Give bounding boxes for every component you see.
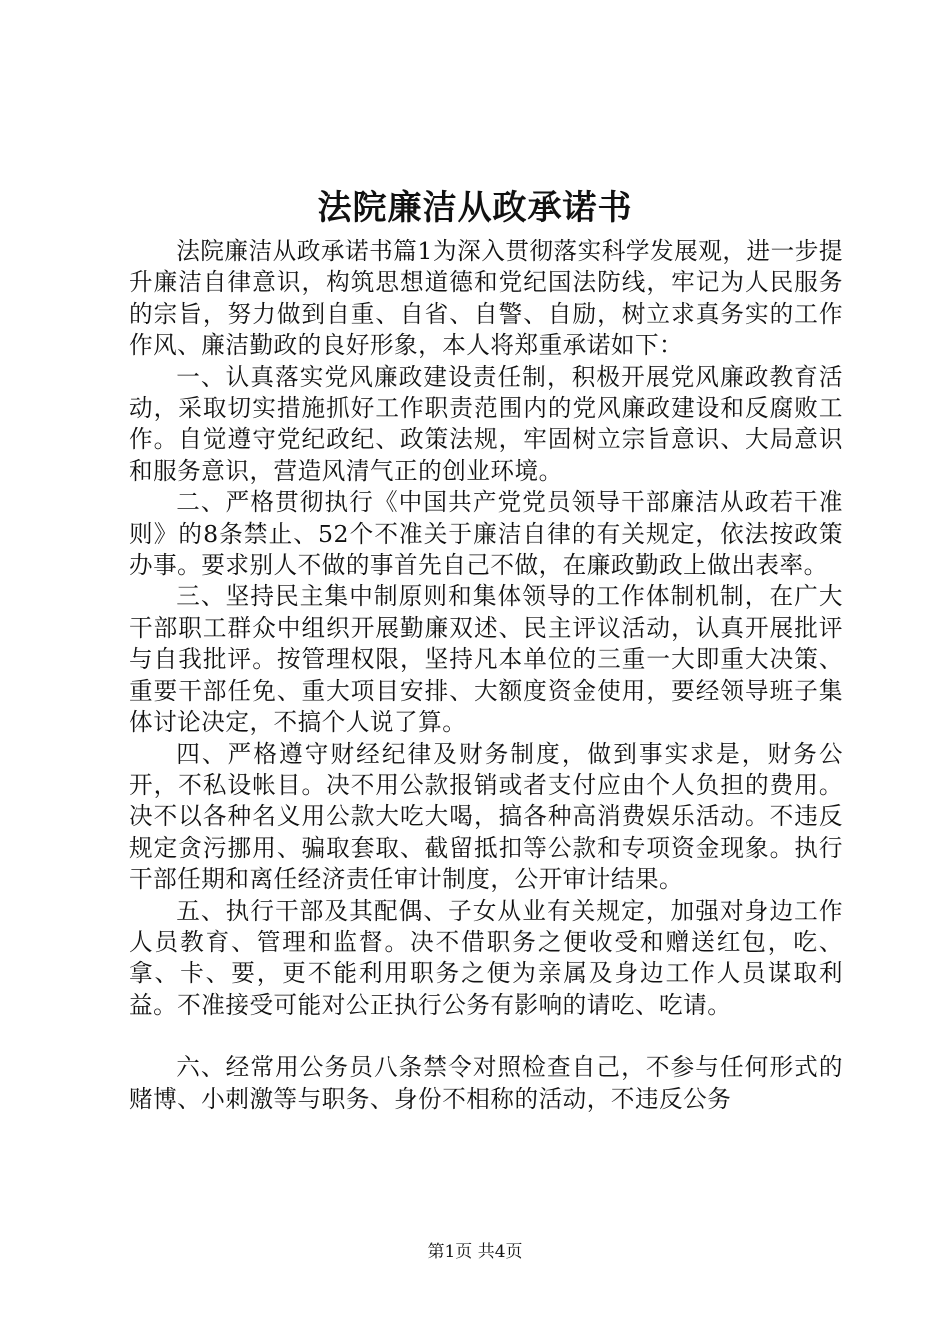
paragraph-item-6: 六、经常用公务员八条禁令对照检查自己，不参与任何形式的赌博、小刺激等与职务、身份不相称的活动，不违反公务 [129, 1053, 843, 1113]
paragraph-item-3: 三、坚持民主集中制原则和集体领导的工作体制机制，在广大干部职工群众中组织开展勤廉双述、民主评议活动，认真开展批评与自我批评。按管理权限，坚持凡本单位的三重一大即重大决策、重要干部任免、重大项目安排、大额度资金使用，要经领导班子集体讨论决定，不搞个人说了算。 [129, 582, 843, 737]
paragraph-item-5: 五、执行干部及其配偶、子女从业有关规定，加强对身边工作人员教育、管理和监督。决不借职务之便收受和赠送红包，吃、拿、卡、要，更不能利用职务之便为亲属及身边工作人员谋取利益。不准接受可能对公正执行公务有影响的请吃、吃请。 [129, 896, 843, 1019]
page-number-footer: 第1页 共4页 [427, 1242, 523, 1262]
document-body [129, 236, 843, 1115]
paragraph-item-2: 二、严格贯彻执行《中国共产党党员领导干部廉洁从政若干准则》的8条禁止、52个不准关于廉洁自律的有关规定，依法按政策办事。要求别人不做的事首先自己不做，在廉政勤政上做出表率。 [129, 488, 843, 580]
paragraph-item-4: 四、严格遵守财经纪律及财务制度，做到事实求是，财务公开，不私设帐目。决不用公款报销或者支付应由个人负担的费用。决不以各种名义用公款大吃大喝，搞各种高消费娱乐活动。不违反规定贪污挪用、骗取套取、截留抵扣等公款和专项资金现象。执行干部任期和离任经济责任审计制度，公开审计结果。 [129, 739, 843, 894]
paragraph-item-1: 一、认真落实党风廉政建设责任制，积极开展党风廉政教育活动，采取切实措施抓好工作职责范围内的党风廉政建设和反腐败工作。自觉遵守党纪政纪、政策法规，牢固树立宗旨意识、大局意识和服务意识，营造风清气正的创业环境。 [129, 362, 843, 485]
document-title: 法院廉洁从政承诺书 [317, 188, 633, 228]
paragraph-intro: 法院廉洁从政承诺书篇1为深入贯彻落实科学发展观，进一步提升廉洁自律意识，构筑思想道德和党纪国法防线，牢记为人民服务的宗旨，努力做到自重、自省、自警、自励，树立求真务实的工作作风、廉洁勤政的良好形象，本人将郑重承诺如下： [129, 237, 843, 360]
